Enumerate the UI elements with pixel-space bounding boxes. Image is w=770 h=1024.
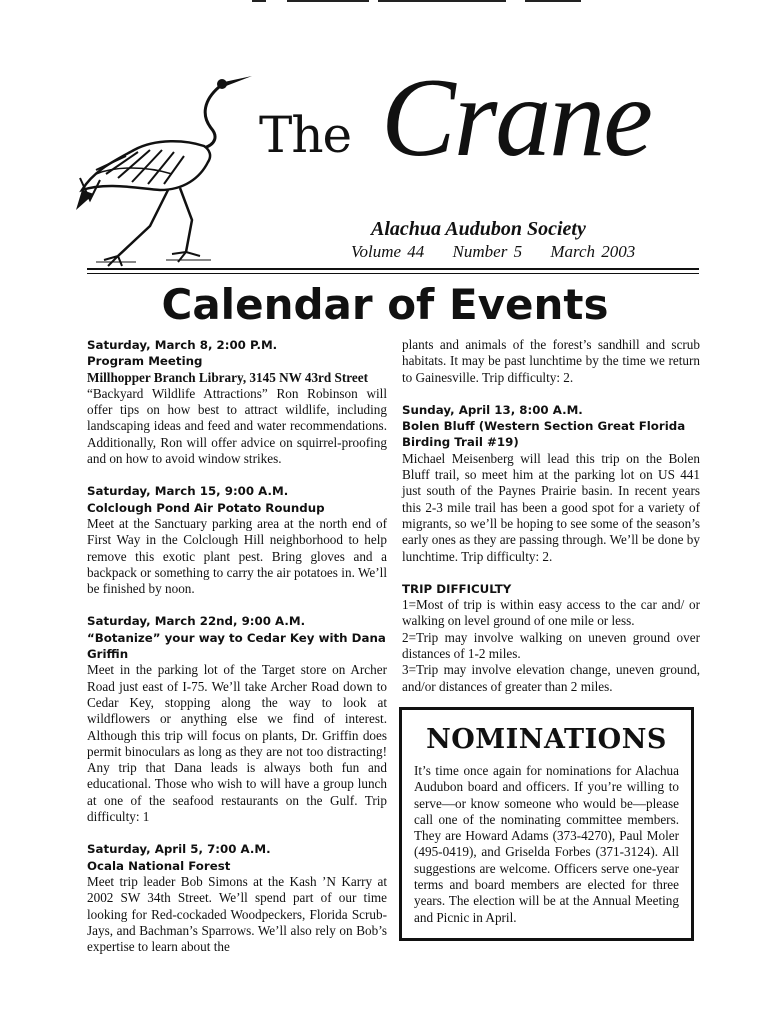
issue-number: Number 5 bbox=[452, 242, 523, 261]
event-location: Millhopper Branch Library, 3145 NW 43rd Street bbox=[87, 369, 368, 385]
event-date: Sunday, April 13, 8:00 A.M. bbox=[402, 402, 583, 417]
event-date: Saturday, March 8, 2:00 P.M. bbox=[87, 338, 278, 352]
difficulty-level: 1=Most of trip is within easy access to the car and/ or walking on level ground of one mile or less. bbox=[402, 597, 700, 629]
masthead-title-the: The bbox=[259, 106, 352, 164]
event-description: Michael Meisenberg will lead this trip on the Bolen Bluff trail, so meet him at the parking lot on US 441 just south of the Paynes Prairie basin. In recent years this 2-3 mile trail has been a good spot for a variety of migrants, so we’ll be hoping to see some of the season’s early ones as they are passing through. We’ll be done by lunchtime. Trip difficulty: 2. bbox=[402, 450, 700, 564]
event-title: Bolen Bluff (Western Section Great Florida Birding Trail #19) bbox=[402, 419, 686, 450]
masthead-title-crane: Crane bbox=[381, 56, 651, 180]
event-title: Ocala National Forest bbox=[87, 858, 231, 873]
event-title: Program Meeting bbox=[87, 354, 203, 369]
nominations-box bbox=[399, 707, 694, 941]
crane-bird-icon bbox=[76, 70, 256, 270]
nominations-text: It’s time once again for nominations for Alachua Audubon board and officers. If you’re willing to serve—or know someone who would be—please call one of the nominating committee members. They are Howard Adams (373-4270), Paul Moler (495-0419), and Griselda Forbes (371-3124). All suggestions are welcome. Officers serve one-year terms and board members are elected for three years. The election will be at the Annual Meeting and Picnic in April. bbox=[414, 763, 679, 925]
issue-line bbox=[351, 242, 657, 262]
left-column bbox=[87, 337, 387, 955]
nominations-heading: NOMINATIONS bbox=[426, 724, 667, 755]
volume: Volume 44 bbox=[351, 242, 425, 261]
event-bolen-bluff bbox=[402, 402, 700, 565]
continued-text: plants and animals of the forest’s sandhill and scrub habitats. It may be past lunchtime by the time we return to Gainesville. Trip difficulty: 2. bbox=[402, 337, 700, 385]
page-title: Calendar of Events bbox=[161, 280, 609, 329]
event-program-meeting bbox=[87, 337, 387, 467]
issue-date: March 2003 bbox=[550, 242, 636, 261]
event-ocala-forest bbox=[87, 841, 387, 955]
difficulty-level: 2=Trip may involve walking on uneven ground over distances of 1-2 miles. bbox=[402, 629, 700, 662]
event-date: Saturday, April 5, 7:00 A.M. bbox=[87, 842, 271, 857]
event-description: Meet in the parking lot of the Target store on Archer Road just east of I-75. We’ll take Archer Road down to Cedar Key, stopping along the way to look at wildflowers or anything else we find of interest. Although this trip will focus on plants, Dr. Griffin does permit binoculars as long as they are not too distracting! Any trip that Dana leads is always both fun and educational. Those who wish to will have a group lunch at one of the seafood restaurants on the Gulf. Trip difficulty: 1 bbox=[87, 662, 387, 825]
society-name: Alachua Audubon Society bbox=[371, 218, 586, 240]
masthead bbox=[76, 56, 706, 270]
trip-difficulty-heading: TRIP DIFFICULTY bbox=[402, 581, 512, 596]
event-title: “Botanize” your way to Cedar Key with Dana Griffin bbox=[87, 630, 386, 662]
event-description: Meet at the Sanctuary parking area at the north end of First Way in the Colclough Hill neighborhood to help remove this exotic plant pest. Bring gloves and a backpack or something to carry the air potatoes in. We’ll be finished by noon. bbox=[87, 515, 387, 597]
event-description: Meet trip leader Bob Simons at the Kash ’N Karry at 2002 SW 34th Street. We’ll spend part of our time looking for Red-cockaded Woodpeckers, Florida Scrub-Jays, and Bachman’s Sparrows. We’ll also rely on Bob’s expertise to learn about the bbox=[87, 873, 387, 955]
divider-rule bbox=[87, 268, 699, 270]
right-column bbox=[402, 337, 700, 695]
event-cedar-key bbox=[87, 613, 387, 825]
event-date: Saturday, March 22nd, 9:00 A.M. bbox=[87, 614, 306, 629]
event-description: “Backyard Wildlife Attractions” Ron Robinson will offer tips on how best to attract wildlife, including landscaping ideas and feed and water recommendations. Additionally, Ron will offer advice on squirrel-proofing and on how to avoid window strikes. bbox=[87, 385, 387, 467]
event-air-potato-roundup bbox=[87, 483, 387, 597]
divider-rule-thin bbox=[87, 273, 699, 274]
event-date: Saturday, March 15, 9:00 A.M. bbox=[87, 484, 289, 499]
difficulty-level: 3=Trip may involve elevation change, uneven ground, and/or distances of greater than 2 miles. bbox=[402, 662, 700, 694]
trip-difficulty-section bbox=[402, 581, 700, 695]
event-title: Colclough Pond Air Potato Roundup bbox=[87, 500, 325, 515]
top-edge-marks bbox=[0, 0, 770, 4]
